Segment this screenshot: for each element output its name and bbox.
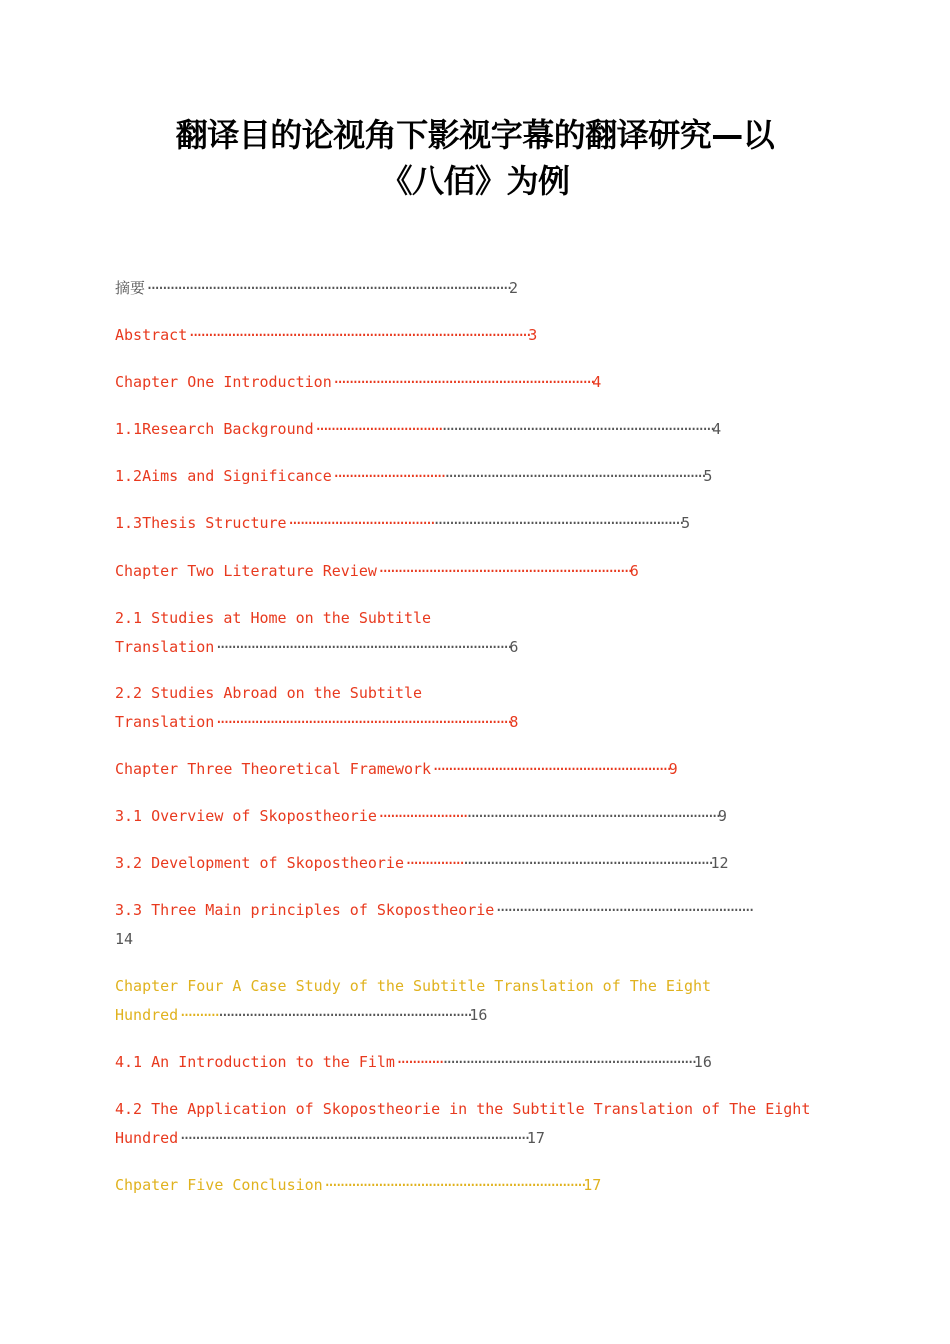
toc-label: Chpater Five Conclusion: [115, 1176, 323, 1194]
toc-leader-tail: ··································································: [216, 1006, 470, 1024]
toc-label: 1.2Aims and Significance: [115, 467, 332, 485]
toc-label: 4.1 An Introduction to the Film: [115, 1053, 395, 1071]
toc-page-number: 6: [509, 638, 519, 656]
toc-leader: ···························································································: [178, 1129, 527, 1147]
toc-leader: ·············································································: [214, 638, 510, 656]
toc-entry-chapter-four[interactable]: [115, 972, 711, 1030]
toc-leader: ····································································: [322, 1176, 584, 1194]
toc-leader-tail: ····································································: [442, 467, 704, 485]
toc-page-number: 4: [712, 420, 722, 438]
toc-page-number: 16: [469, 1006, 488, 1024]
toc-leader: ·····························: [331, 467, 443, 485]
toc-page-number: 14: [115, 930, 134, 948]
toc-entry-3-1[interactable]: [115, 802, 727, 831]
toc-label: 1.1Research Background: [115, 420, 314, 438]
toc-label-line1: 2.1 Studies at Home on the Subtitle: [115, 609, 432, 627]
toc-page-number: 3: [528, 326, 538, 344]
toc-leader: ·························································································: [187, 326, 529, 344]
toc-entry-chapter-five[interactable]: [115, 1171, 601, 1200]
toc-entry-abstract-cn[interactable]: [115, 274, 518, 303]
toc-page-number: 4: [592, 373, 602, 391]
toc-leader: ·······························································································: [145, 279, 509, 297]
toc-label: 摘要: [115, 279, 146, 297]
toc-page-number: 5: [703, 467, 713, 485]
toc-entry-4-1[interactable]: [115, 1048, 712, 1077]
toc-leader: ······································: [286, 514, 433, 532]
toc-leader: ···············: [403, 854, 462, 872]
toc-label: 3.1 Overview of Skopostheorie: [115, 807, 377, 825]
toc-leader: ··········: [178, 1006, 217, 1024]
toc-entry-1-1[interactable]: [115, 415, 721, 444]
toc-label: Chapter One Introduction: [115, 373, 332, 391]
toc-entry-2-1[interactable]: [115, 604, 518, 662]
toc-entry-3-2[interactable]: [115, 849, 729, 878]
toc-page-number: 17: [583, 1176, 602, 1194]
toc-entry-chapter-two[interactable]: [115, 557, 639, 586]
toc-leader: ·······················: [376, 807, 466, 825]
toc-leader: ·································: [313, 420, 441, 438]
toc-entry-abstract[interactable]: [115, 321, 537, 350]
toc-label-line1: Chapter Four A Case Study of the Subtitle Translation of The Eight: [115, 977, 712, 995]
toc-leader-tail: ··································································: [440, 1053, 694, 1071]
toc-page-number: 16: [693, 1053, 712, 1071]
toc-label: 3.2 Development of Skopostheorie: [115, 854, 404, 872]
toc-page-number: 9: [668, 760, 678, 778]
toc-label-line2: Translation: [115, 638, 215, 656]
toc-page-number: 6: [629, 562, 639, 580]
toc-page-number: 17: [526, 1129, 545, 1147]
toc-label: 1.3Thesis Structure: [115, 514, 287, 532]
toc-leader: ···································································: [494, 901, 751, 919]
toc-leader: ··································································: [376, 562, 630, 580]
toc-label: Chapter Three Theoretical Framework: [115, 760, 432, 778]
toc-entry-2-2[interactable]: [115, 679, 518, 737]
toc-entry-1-3[interactable]: [115, 509, 690, 538]
toc-leader: ·············································································: [214, 713, 510, 731]
toc-page-number: 12: [710, 854, 729, 872]
toc-page-number: 5: [681, 514, 691, 532]
toc-label-line2: Hundred: [115, 1006, 179, 1024]
toc-label-line2: Translation: [115, 713, 215, 731]
toc-label: 3.3 Three Main principles of Skopostheorie: [115, 901, 495, 919]
toc-leader-tail: ·································································: [432, 514, 682, 532]
toc-leader-tail: ·······································································: [440, 420, 713, 438]
toc-leader: ············: [394, 1053, 441, 1071]
toc-entry-chapter-three[interactable]: [115, 755, 678, 784]
toc-leader-tail: ·································································: [461, 854, 711, 872]
toc-leader-tail: ··································································: [465, 807, 718, 825]
document-title: 翻译目的论视角下影视字幕的翻译研究—以 《八佰》为例: [175, 116, 775, 200]
toc-entry-4-2[interactable]: [115, 1095, 810, 1153]
toc-label-line1: 4.2 The Application of Skopostheorie in the Subtitle Translation of The Eight: [115, 1100, 811, 1118]
toc-page-number: 9: [717, 807, 727, 825]
toc-entry-3-3[interactable]: [115, 896, 751, 954]
toc-entry-chapter-one[interactable]: [115, 368, 601, 397]
toc-leader: ····································································: [331, 373, 593, 391]
toc-label-line2: Hundred: [115, 1129, 179, 1147]
toc-label: Abstract: [115, 326, 188, 344]
toc-label-line1: 2.2 Studies Abroad on the Subtitle: [115, 684, 423, 702]
toc-leader: ······························································: [431, 760, 669, 778]
toc-page-number: 8: [509, 713, 519, 731]
toc-label: Chapter Two Literature Review: [115, 562, 377, 580]
toc-entry-1-2[interactable]: [115, 462, 712, 491]
toc-page-number: 2: [508, 279, 518, 297]
